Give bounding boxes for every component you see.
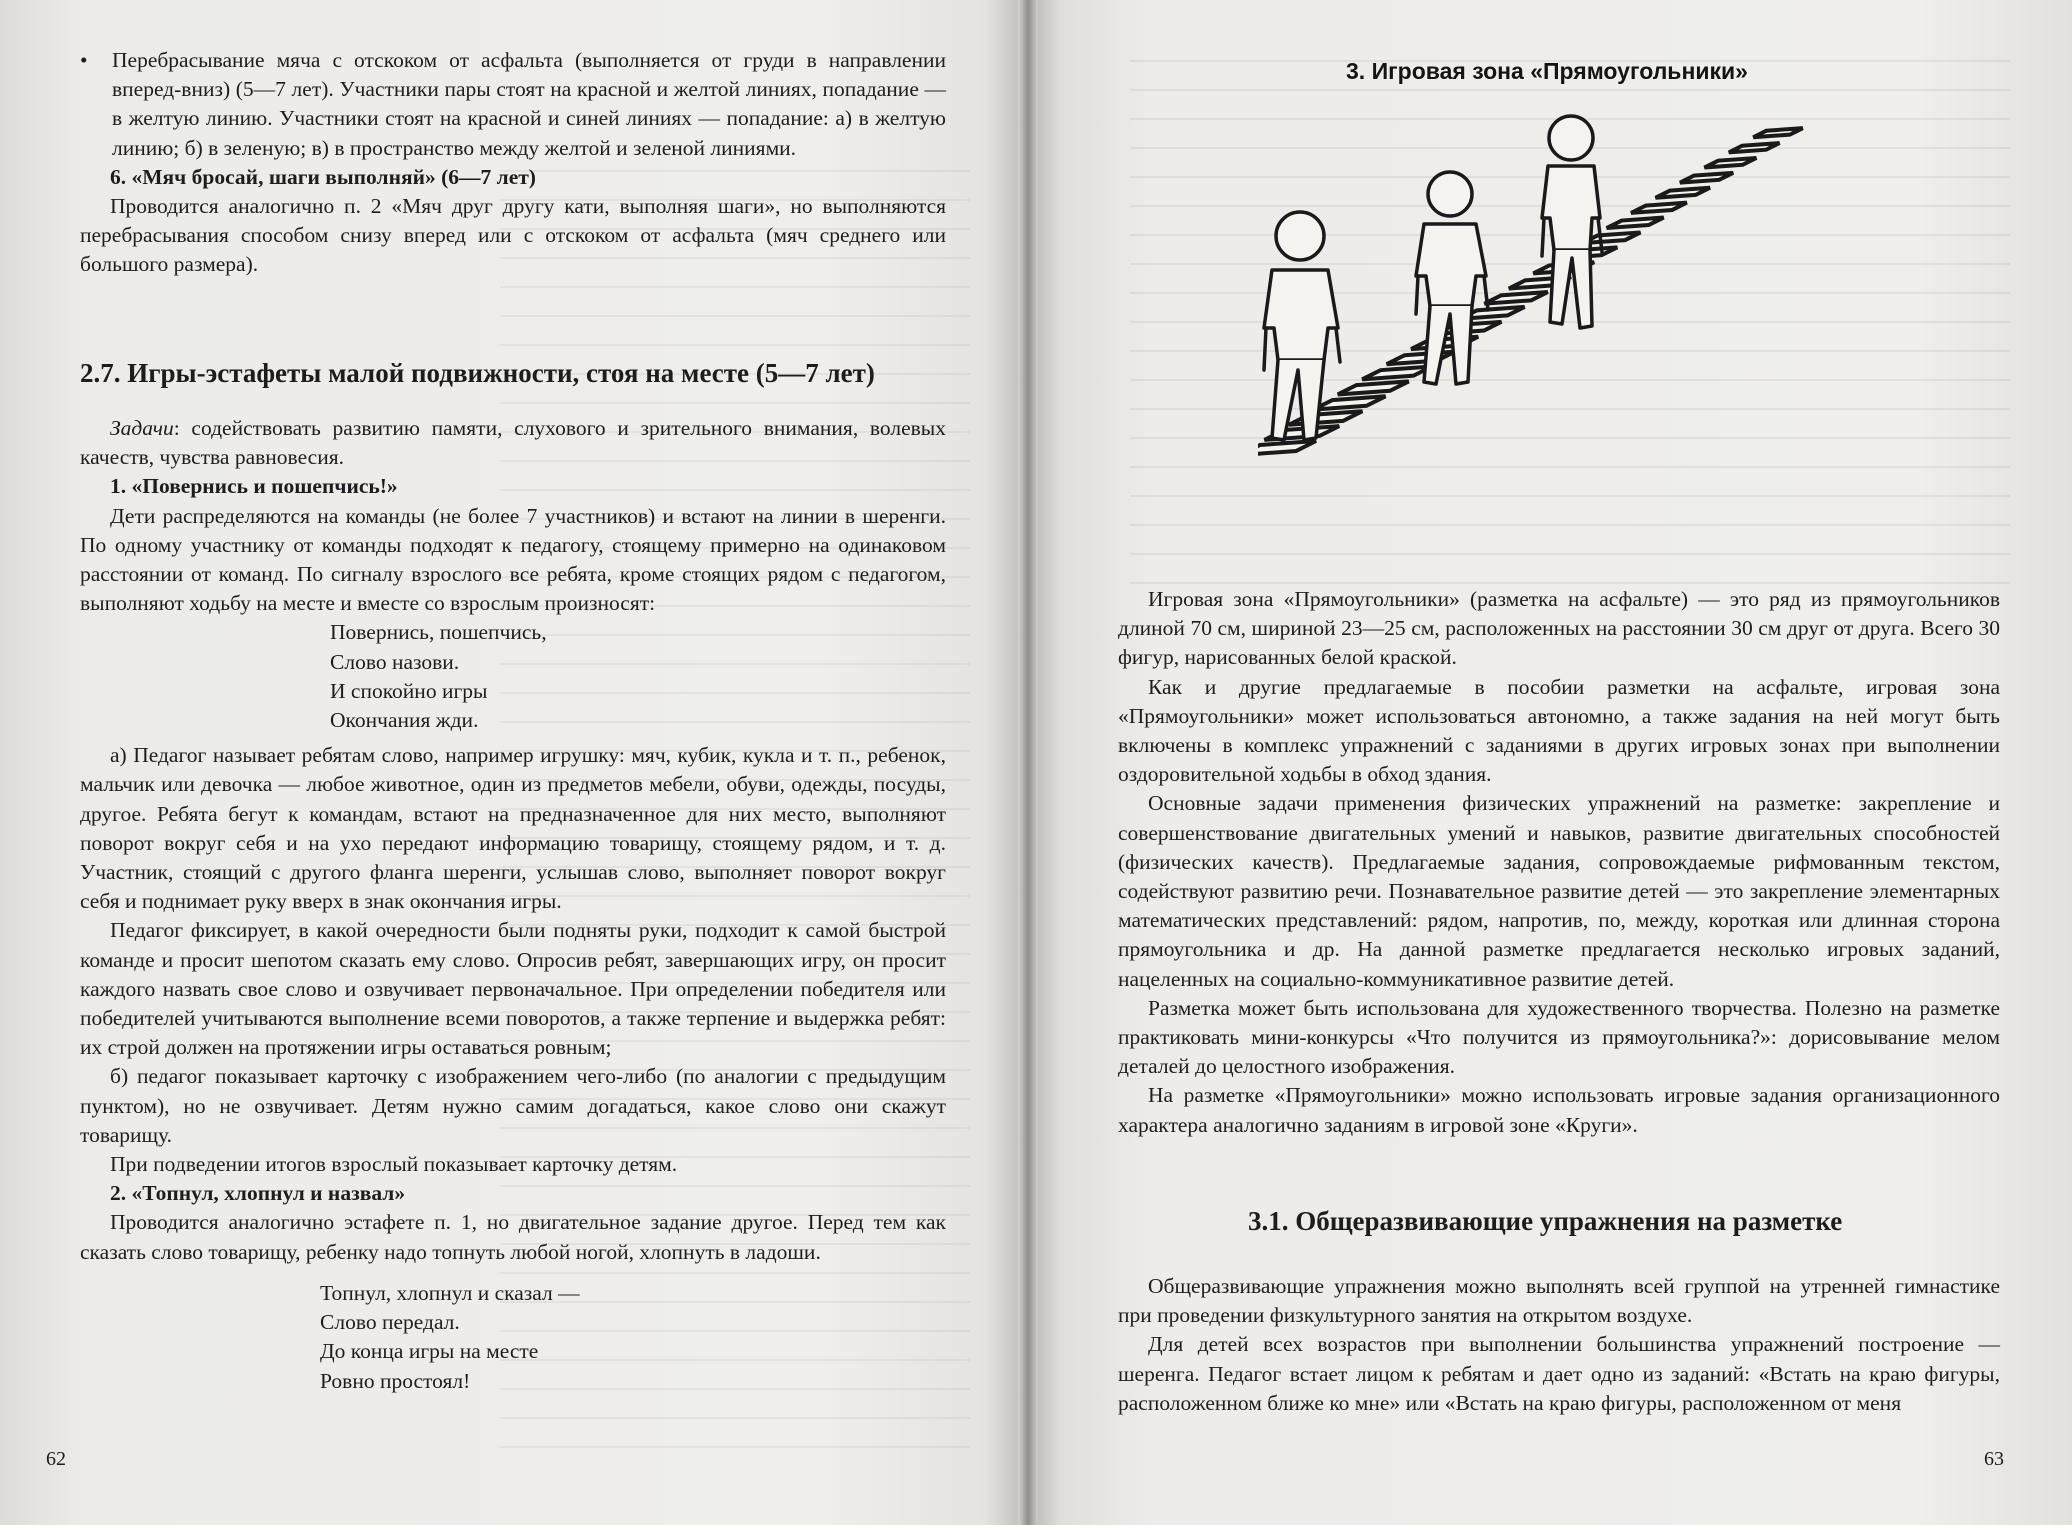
rectangle-mark (1680, 173, 1733, 183)
verse-line: Окончания жди. (330, 708, 479, 733)
intro-paragraph: Игровая зона «Прямоугольники» (разметка на асфальте) — это ряд из прямоугольников длиной 70 см, шириной 23—25 см, расположенных на расстоянии 30 см друг от друга. Всего 30 фигур, нарисованных белой краской. (1118, 587, 2000, 670)
rectangle-mark (1313, 396, 1385, 409)
paragraph: Основные задачи применения физических упражнений на разметке: закрепление и совершенствование двигательных умений и навыков, развитие двигательных способностей (физических качеств). Предлагаемые задания, сопровождаемые рифмованным текстом, содействуют развитию речи. Познавательное развитие детей — это закрепление элементарных математических представлений: рядом, напротив, по, между, короткая или длинная сторона прямоугольника и др. На данной разметке предлагается несколько игровых заданий, нацеленных на социально-коммуникативное развитие детей. (1118, 791, 2000, 991)
tasks-label: Задачи (110, 416, 174, 440)
paragraph: Для детей всех возрастов при выполнении большинства упражнений построение — шеренга. Педагог встает лицом к ребятам и дает одно из заданий: «Встать на краю фигуры, расположенном ближе ко мне» или «Встать на краю фигуры, расположенном от меня (1118, 1332, 2000, 1415)
right-page-lower-text (1118, 1272, 2000, 1418)
verse-line: До конца игры на месте (320, 1339, 539, 1364)
verse-line: И спокойно игры (330, 678, 488, 703)
figure-title: 3. Игровая зона «Прямоугольники» (1346, 58, 1748, 84)
verse-2 (320, 1279, 946, 1396)
paragraph: Разметка может быть использована для художественного творчества. Полезно на разметке практиковать мини-конкурсы «Что получится из прямоугольника?»: дорисовывание мелом деталей до целостного изображения. (1118, 995, 2000, 1079)
verse-line: Ровно простоял! (320, 1368, 471, 1393)
section-heading-2-7: 2.7. Игры-эстафеты малой подвижности, стоя на месте (5—7 лет) (80, 358, 875, 388)
bullet-paragraph: Перебрасывание мяча с отскоком от асфальта (выполняется от груди в направлении вперед-вниз) (5—7 лет). Участники пары стоят на красной и желтой линиях, попадание — в желтую линию. Участники стоят на красной и синей линиях — попадание: а) в желтую линию; б) в зеленую; в) в пространство между желтой и зеленой линиями. (112, 48, 946, 160)
paragraph: Общеразвивающие упражнения можно выполнять всей группой на утренней гимнастике при проведении физкультурного занятия на открытом воздухе. (1118, 1274, 2000, 1328)
page-number-right: 63 (1984, 1448, 2004, 1470)
game-6-title: 6. «Мяч бросай, шаги выполняй» (6—7 лет) (110, 164, 536, 189)
verse-line: Топнул, хлопнул и сказал — (320, 1280, 580, 1305)
rectangle-mark (1338, 381, 1409, 394)
rectangle-markings (1258, 128, 1803, 455)
rectangles-zone-illustration (1258, 100, 1858, 480)
game-2-text: Проводится аналогично эстафете п. 1, но двигательное задание другое. Перед тем как сказать слово товарищу, ребенку надо топнуть любой ногой, хлопнуть в ладоши. (80, 1210, 946, 1264)
rectangle-mark (1753, 128, 1802, 137)
list-item (80, 46, 946, 163)
paragraph: На разметке «Прямоугольники» можно использовать игровые задания организационного характера аналогично заданиям в игровой зоне «Круги». (1118, 1083, 2000, 1137)
left-page-lower-text (80, 414, 946, 1396)
game-1-title: 1. «Повернись и пошепчись!» (110, 474, 398, 499)
game-2-title: 2. «Топнул, хлопнул и назвал» (110, 1181, 406, 1206)
verse-line: Слово назови. (330, 649, 460, 674)
child-figure-middle (1416, 172, 1488, 384)
game-1-variant-b: б) педагог показывает карточку с изображением чего-либо (по аналогии с предыдущим пунктом), но не озвучивает. Детям нужно самим догадаться, какое слово они скажут товарищу. (80, 1064, 946, 1147)
rectangle-mark (1362, 367, 1432, 380)
rectangle-mark (1729, 143, 1780, 152)
verse-line: Слово передал. (320, 1310, 460, 1335)
tasks-paragraph: Задачи: содействовать развитию памяти, слухового и зрительного внимания, волевых качеств, чувства равновесия. (80, 416, 946, 470)
rectangle-mark (1484, 292, 1547, 304)
rectangle-mark (1631, 203, 1687, 213)
game-1-summary: При подведении итогов взрослый показывает карточку детям. (110, 1152, 678, 1177)
left-page-upper-text (80, 46, 946, 280)
bullet-icon: • (80, 48, 88, 72)
game-1-variant-a: а) Педагог называет ребятам слово, например игрушку: мяч, кубик, кукла и т. п., ребенок, мальчик или девочка — любое животное, один из предметов мебели, обуви, одежды, посуды, другое. Ребята бегут к командам, встают на предназначенное для них место, выполняют поворот вокруг себя и на ухо передают информацию товарищу, стоящему рядом, и т. д. Участник, стоящий с другого фланга шеренги, услышав слово, выполняет поворот вокруг себя и поднимает руку вверх в знак окончания игры. (80, 743, 946, 914)
page-number-left: 62 (46, 1448, 66, 1470)
right-page-text (1118, 585, 2000, 1140)
rectangle-mark (1289, 411, 1362, 425)
game-1-scoring: Педагог фиксирует, в какой очередности были подняты руки, подходит к самой быстрой команде и просит шепотом сказать ему слово. Опросив ребят, завершающих игру, он просит каждого назвать свое слово и озвучивает первоначальное. При определении победителя или победителей учитываются выполнение всеми поворотов, а также терпение и выдержка ребят: их строй должен на протяжении игры оставаться ровным; (80, 918, 946, 1060)
section-heading-3-1: 3.1. Общеразвивающие упражнения на разметке (1248, 1206, 1843, 1236)
game-6-text: Проводится аналогично п. 2 «Мяч друг другу кати, выполняя шаги», но выполняются перебрасывания способом снизу вперед или с отскоком от асфальта (мяч среднего или большого размера). (80, 194, 946, 277)
rectangle-mark (1258, 441, 1316, 455)
verse-line: Повернись, пошепчись, (330, 620, 547, 645)
game-1-text: Дети распределяются на команды (не более 7 участников) и встают на линии в шеренги. По одному участнику от команды подходят к педагогу, стоящему примерно на одинаковом расстоянии от команд. По сигналу взрослого все ребята, кроме стоящих рядом с педагогом, выполняют ходьбу на месте и вместе со взрослым произносят: (80, 503, 946, 616)
rectangle-mark (1387, 352, 1455, 365)
rectangle-mark (1607, 218, 1664, 229)
verse-1 (330, 618, 946, 735)
book-gutter (1018, 0, 1038, 1525)
rectangle-mark (1656, 188, 1710, 198)
rectangle-mark (1704, 158, 1756, 168)
child-figure-back (1542, 116, 1602, 328)
paragraph: Как и другие предлагаемые в пособии разметки на асфальте, игровая зона «Прямоугольники» может использоваться автономно, а также задания на ней могут быть включены в комплекс упражнений с заданиями в других игровых зонах при выполнении оздоровительной ходьбы в обход здания. (1118, 674, 2000, 787)
